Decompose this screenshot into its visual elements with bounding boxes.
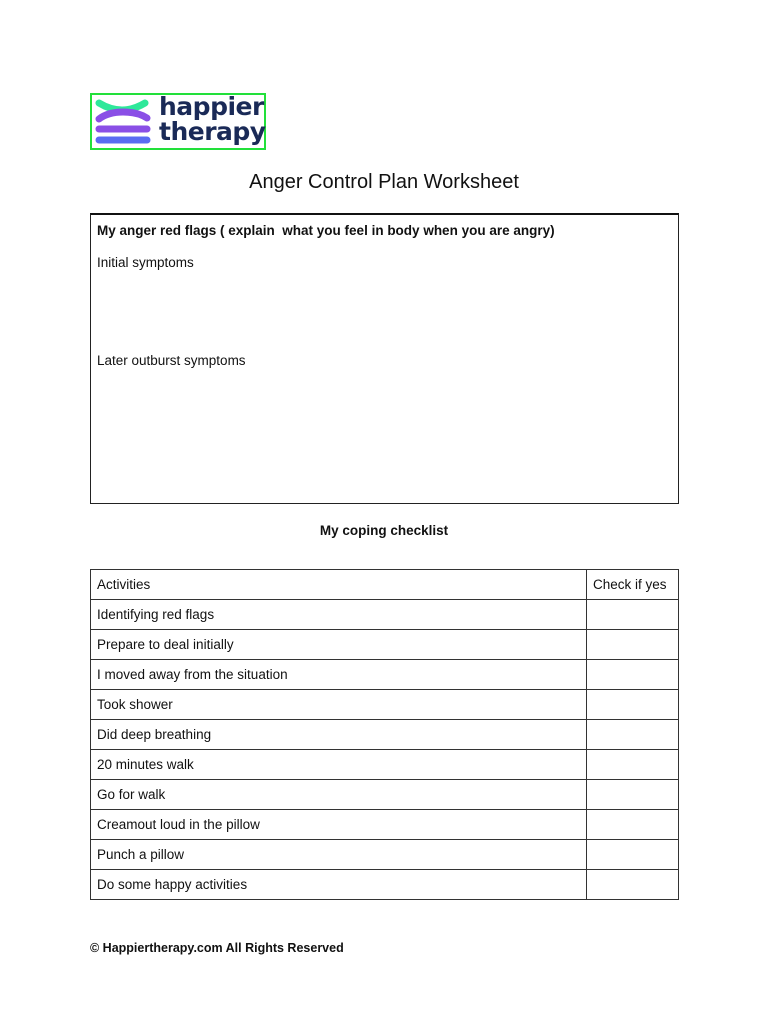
table-row (91, 630, 679, 660)
activity-cell: Do some happy activities (91, 870, 587, 900)
table-row (91, 810, 679, 840)
activity-cell: Punch a pillow (91, 840, 587, 870)
table-row (91, 870, 679, 900)
page-title: Anger Control Plan Worksheet (249, 171, 519, 193)
logo-line-2: therapy (159, 117, 266, 146)
check-cell[interactable] (587, 690, 679, 720)
check-cell[interactable] (587, 750, 679, 780)
logo-waves-icon (93, 97, 155, 147)
table-row (91, 840, 679, 870)
check-cell[interactable] (587, 630, 679, 660)
activity-cell: 20 minutes walk (91, 750, 587, 780)
table-row (91, 690, 679, 720)
activity-cell: I moved away from the situation (91, 660, 587, 690)
check-cell[interactable] (587, 780, 679, 810)
check-cell[interactable] (587, 600, 679, 630)
activity-cell: Did deep breathing (91, 720, 587, 750)
red-flags-box (90, 213, 679, 504)
table-header-row (91, 570, 679, 600)
copyright-footer: © Happiertherapy.com All Rights Reserved (90, 941, 344, 955)
check-cell[interactable] (587, 840, 679, 870)
table-row (91, 720, 679, 750)
table-row (91, 600, 679, 630)
logo-wordmark (159, 94, 266, 144)
table-row (91, 780, 679, 810)
check-cell[interactable] (587, 870, 679, 900)
initial-symptoms-label: Initial symptoms (97, 255, 194, 270)
check-if-yes-header: Check if yes (587, 570, 679, 600)
activity-cell: Took shower (91, 690, 587, 720)
activity-cell: Prepare to deal initially (91, 630, 587, 660)
activity-cell: Go for walk (91, 780, 587, 810)
later-outburst-symptoms-label: Later outburst symptoms (97, 353, 246, 368)
activity-cell: Identifying red flags (91, 600, 587, 630)
logo-line-1: happier (159, 92, 264, 121)
check-cell[interactable] (587, 660, 679, 690)
coping-checklist-title: My coping checklist (319, 523, 449, 538)
check-cell[interactable] (587, 720, 679, 750)
coping-checklist-table (90, 569, 679, 900)
activity-cell: Creamout loud in the pillow (91, 810, 587, 840)
table-row (91, 660, 679, 690)
table-row (91, 750, 679, 780)
happier-therapy-logo (90, 93, 266, 150)
red-flags-heading: My anger red flags ( explain what you feel in body when you are angry) (97, 223, 555, 238)
activities-header: Activities (91, 570, 587, 600)
check-cell[interactable] (587, 810, 679, 840)
